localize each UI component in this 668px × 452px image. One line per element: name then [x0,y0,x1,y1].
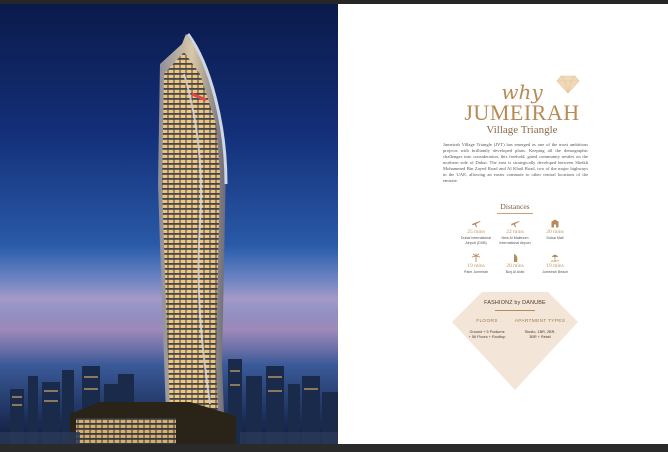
distance-item-jumeirah-beach [527,253,583,275]
distance-mins: 19 mins [467,263,485,269]
apartment-types-line-2: 3BR + Retail [529,335,551,339]
distance-mins: 19 mins [546,263,564,269]
bottom-border [0,444,668,452]
project-diamond [452,292,578,390]
distance-place: Dubai Mall [546,236,564,240]
floors-label: FLOORS [476,319,498,324]
distance-place: Jumeirah Beach [542,270,568,274]
distance-mins: 20 mins [546,229,564,235]
beach-icon [550,253,560,262]
mall-icon [550,219,560,228]
tower-illustration [0,4,338,444]
distance-place: New Al Maktoum [501,236,529,240]
distance-mins: 22 mins [506,229,524,235]
project-divider [495,310,535,311]
diamond-shape [452,292,578,390]
heading-why: why [501,80,543,104]
palm-tree-icon [471,253,481,262]
intro-paragraph: Jumeirah Village Triangle (JVT) has emerged as one of the most ambitious projects with brilliantly developed plans. Keeping all the demographic challenges into consideration, this freehold, gated community nestles on the northern side of Dubai. The area is strategically developed between Sheikh Mohammed Bin Zayed Road and Al Khail Road, two of the major highways in the UAE, allowing an easier commute to other central locations of the emirate. [443,142,588,183]
apartment-types-label: APARTMENT TYPES [514,319,566,324]
distance-mins: 20 mins [506,263,524,269]
distance-item-dubai-mall [527,219,583,241]
distance-place: Burj Al Arab [505,270,525,274]
distances-divider [497,213,533,214]
airplane-icon [510,219,520,228]
distance-mins: 25 mins [467,229,485,235]
distances-title: Distances [500,202,530,211]
distance-place: International Airport [499,240,531,245]
airplane-icon [471,219,481,228]
apartment-types-line-1: Studio, 1BR, 2BR, [524,330,556,334]
burj-al-arab-icon [510,253,520,262]
distance-place: Airport (DXB) [465,240,487,245]
distance-place: Dubai International [460,236,492,240]
floors-value-line-1: Ground + 5 Podiums [469,330,505,334]
tower-photo [0,4,338,444]
distance-place: Palm Jumeirah [464,270,488,274]
page-title: JUMEIRAH [464,100,580,125]
floors-value-line-2: + 56 Floors + Rooftop [468,335,506,339]
page-subtitle: Village Triangle [486,124,558,136]
project-title: FASHIONZ by DANUBE [484,300,546,306]
